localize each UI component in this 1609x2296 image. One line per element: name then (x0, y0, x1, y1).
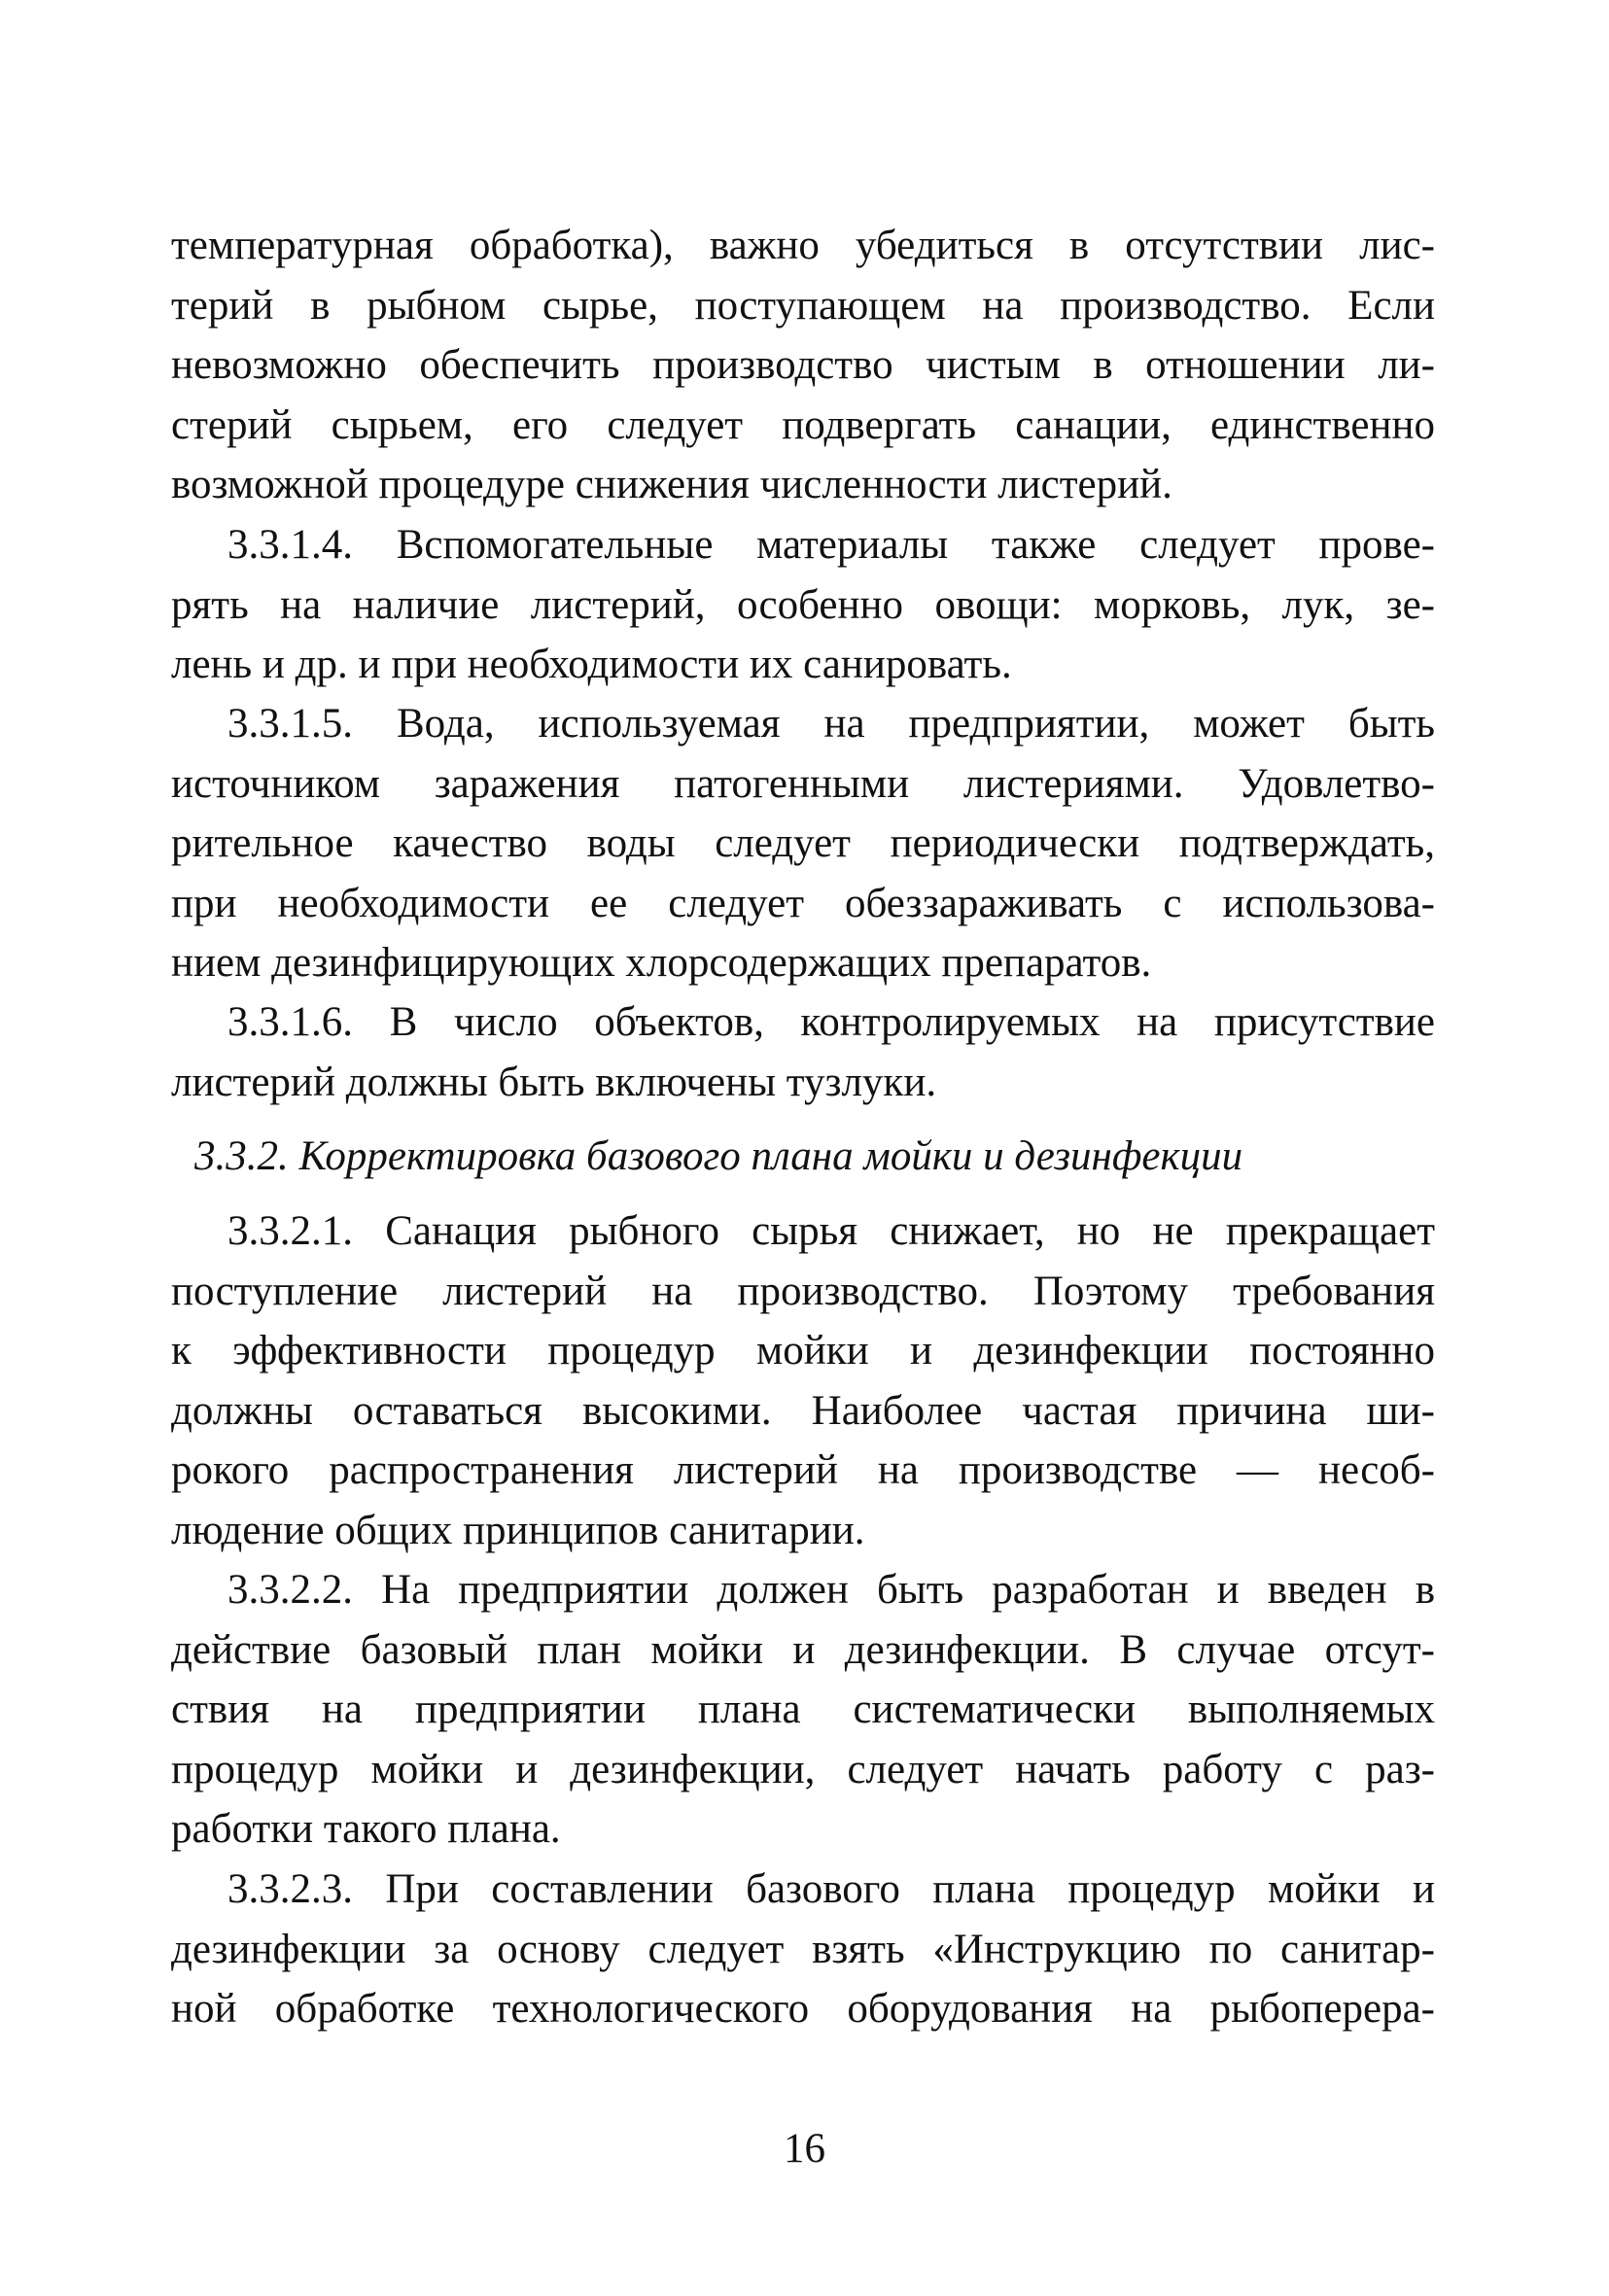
text-line: 3.3.1.6. В число объектов, контролируемых на присутствие (227, 999, 1435, 1045)
page-number: 16 (784, 2126, 825, 2172)
paragraph-continuation (171, 216, 1435, 515)
text-line: источником заражения патогенными листериями. Удовлетво- (171, 760, 1435, 807)
paragraph-3-3-2-2 (171, 1560, 1435, 1860)
section-heading-3-3-2: 3.3.2. Корректировка базового плана мойки и дезинфекции (194, 1133, 1243, 1179)
paragraph-3-3-2-1 (171, 1201, 1435, 1560)
text-line: рительное качество воды следует периодически подтверждать, (171, 820, 1435, 866)
text-line: ствия на предприятии плана систематически выполняемых (171, 1687, 1435, 1732)
paragraph-3-3-1-4 (171, 515, 1435, 695)
text-line: стерий сырьем, его следует подвергать санации, единственно (171, 401, 1435, 448)
text-line: нием дезинфицирующих хлорсодержащих препаратов. (171, 940, 1152, 986)
text-line: должны оставаться высокими. Наиболее частая причина ши- (171, 1387, 1435, 1434)
text-line: 3.3.1.4. Вспомогательные материалы также следует прове- (227, 522, 1435, 568)
text-line: рокого распространения листерий на производстве — несоб- (171, 1447, 1435, 1493)
paragraph-3-3-1-6 (171, 992, 1435, 1112)
text-line: 3.3.2.2. На предприятии должен быть разработан и введен в (227, 1567, 1435, 1613)
text-line: 3.3.2.3. При составлении базового плана процедур мойки и (227, 1866, 1435, 1912)
text-line: невозможно обеспечить производство чистым в отношении ли- (171, 342, 1435, 388)
text-line: 3.3.1.5. Вода, используемая на предприятии, может быть (227, 701, 1435, 747)
paragraph-3-3-2-3 (171, 1860, 1435, 2039)
text-line: работки такого плана. (171, 1806, 561, 1852)
text-line: листерий должны быть включены тузлуки. (171, 1059, 937, 1105)
text-line: людение общих принципов санитарии. (171, 1507, 865, 1553)
text-line: действие базовый план мойки и дезинфекции. В случае отсут- (171, 1626, 1435, 1673)
paragraph-3-3-1-5 (171, 694, 1435, 993)
text-line: дезинфекции за основу следует взять «Инструкцию по санитар- (171, 1926, 1435, 1972)
text-line: процедур мойки и дезинфекции, следует начать работу с раз- (171, 1746, 1435, 1792)
text-line: поступление листерий на производство. Поэтому требования (171, 1268, 1435, 1314)
text-line: рять на наличие листерий, особенно овощи: морковь, лук, зе- (171, 581, 1435, 628)
text-line: терий в рыбном сырье, поступающем на производство. Если (171, 282, 1435, 329)
text-line: ной обработке технологического оборудования на рыбоперера- (171, 1986, 1435, 2032)
text-line: возможной процедуре снижения численности листерий. (171, 462, 1172, 507)
text-line: температурная обработка), важно убедиться в отсутствии лис- (171, 223, 1435, 268)
text-line: при необходимости ее следует обеззараживать с использова- (171, 880, 1435, 926)
text-line: 3.3.2.1. Санация рыбного сырья снижает, но не прекращает (227, 1208, 1435, 1254)
text-line: лень и др. и при необходимости их санировать. (171, 642, 1012, 687)
text-line: к эффективности процедур мойки и дезинфекции постоянно (171, 1328, 1435, 1374)
